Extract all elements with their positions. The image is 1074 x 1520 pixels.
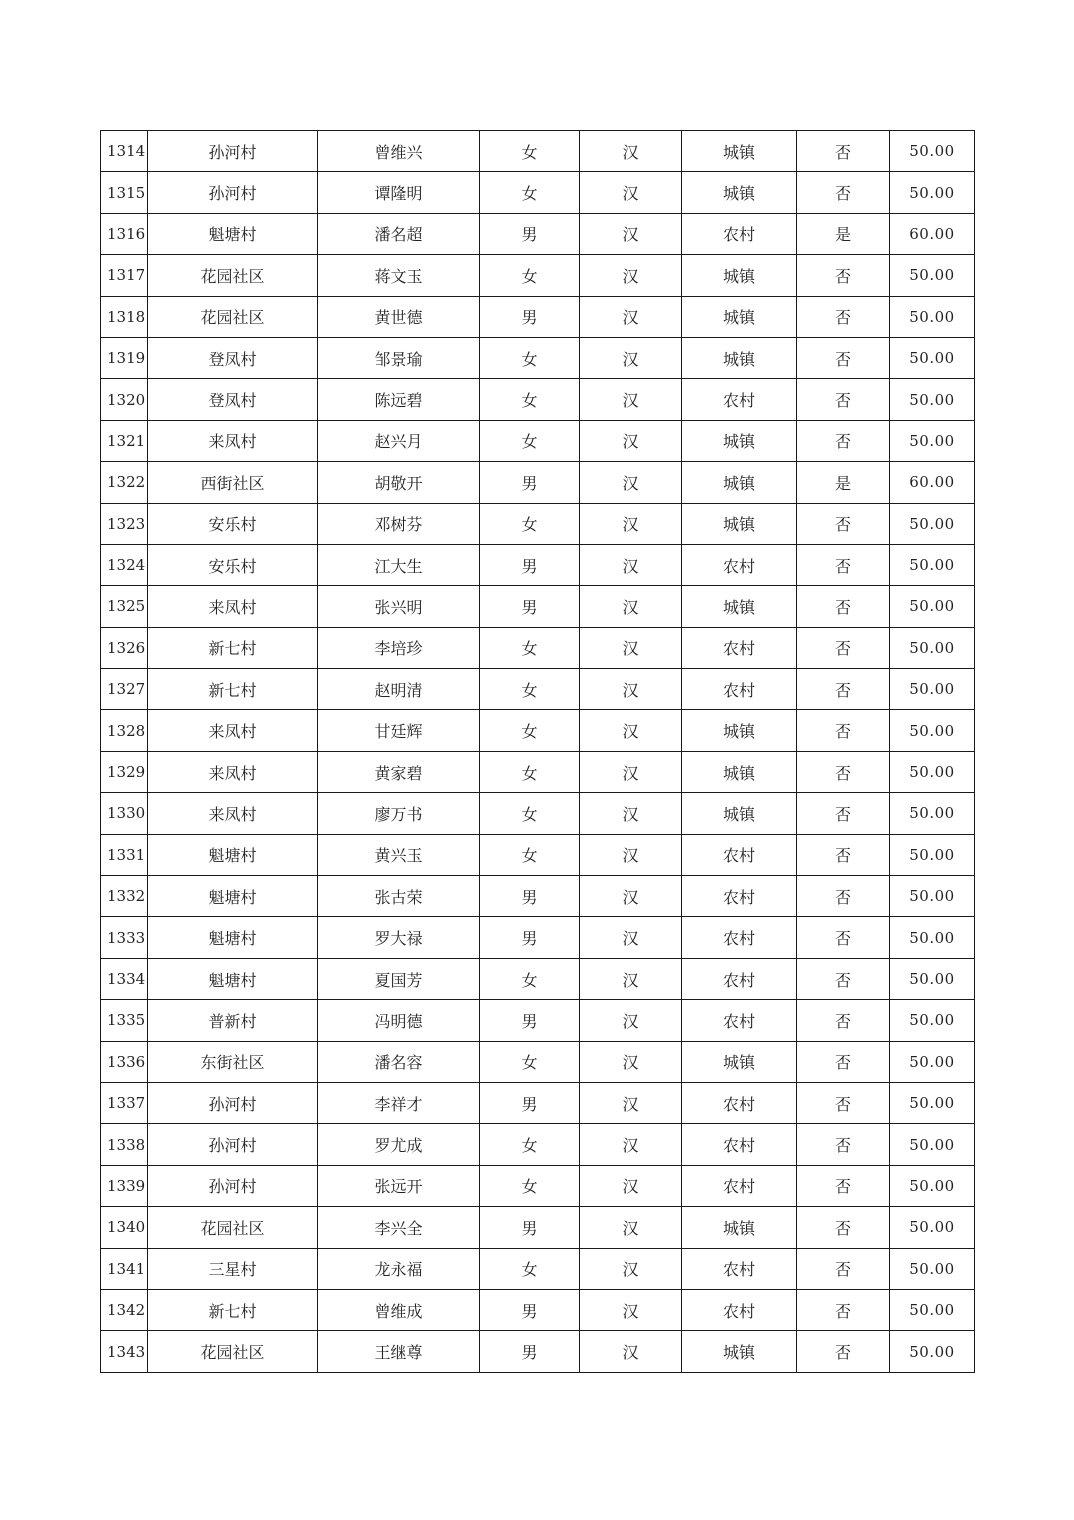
gender-cell: 女 [480,627,580,668]
flag-cell: 否 [797,420,890,461]
flag-cell: 否 [797,669,890,710]
residence-type-cell: 农村 [682,213,797,254]
table-row [101,462,975,503]
amount-cell: 50.00 [890,1331,975,1372]
table-row [101,172,975,213]
amount-cell: 50.00 [890,544,975,585]
village-cell: 来凤村 [148,586,318,627]
person-name-cell: 黄家碧 [318,751,480,792]
residence-type-cell: 城镇 [682,1207,797,1248]
amount-cell: 60.00 [890,462,975,503]
amount-cell: 50.00 [890,876,975,917]
gender-cell: 男 [480,213,580,254]
flag-cell: 否 [797,586,890,627]
serial-number-cell: 1341 [101,1248,148,1289]
ethnicity-cell: 汉 [580,1331,682,1372]
amount-cell: 50.00 [890,379,975,420]
person-name-cell: 曾维成 [318,1289,480,1330]
person-name-cell: 蒋文玉 [318,255,480,296]
residence-type-cell: 城镇 [682,503,797,544]
village-cell: 孙河村 [148,131,318,172]
person-name-cell: 冯明德 [318,1000,480,1041]
ethnicity-cell: 汉 [580,462,682,503]
person-name-cell: 胡敬开 [318,462,480,503]
village-cell: 西街社区 [148,462,318,503]
village-cell: 三星村 [148,1248,318,1289]
amount-cell: 50.00 [890,1124,975,1165]
person-name-cell: 龙永福 [318,1248,480,1289]
village-cell: 魁塘村 [148,876,318,917]
person-name-cell: 廖万书 [318,793,480,834]
residence-type-cell: 农村 [682,958,797,999]
table-row [101,1165,975,1206]
residence-type-cell: 城镇 [682,131,797,172]
table-row [101,1000,975,1041]
ethnicity-cell: 汉 [580,710,682,751]
amount-cell: 50.00 [890,1165,975,1206]
person-name-cell: 夏国芳 [318,958,480,999]
table-row [101,917,975,958]
table-row [101,337,975,378]
person-name-cell: 李培珍 [318,627,480,668]
person-name-cell: 赵明清 [318,669,480,710]
gender-cell: 女 [480,834,580,875]
serial-number-cell: 1326 [101,627,148,668]
village-cell: 东街社区 [148,1041,318,1082]
ethnicity-cell: 汉 [580,751,682,792]
residence-type-cell: 城镇 [682,751,797,792]
serial-number-cell: 1322 [101,462,148,503]
village-cell: 孙河村 [148,1082,318,1123]
ethnicity-cell: 汉 [580,1041,682,1082]
amount-cell: 50.00 [890,751,975,792]
table-row [101,1248,975,1289]
village-cell: 登凤村 [148,337,318,378]
residence-type-cell: 城镇 [682,420,797,461]
person-name-cell: 李兴全 [318,1207,480,1248]
table-row [101,1207,975,1248]
ethnicity-cell: 汉 [580,1082,682,1123]
gender-cell: 女 [480,1124,580,1165]
village-cell: 来凤村 [148,710,318,751]
residence-type-cell: 城镇 [682,337,797,378]
residence-type-cell: 农村 [682,1248,797,1289]
serial-number-cell: 1328 [101,710,148,751]
roster-body [101,131,975,1373]
village-cell: 魁塘村 [148,834,318,875]
flag-cell: 否 [797,1165,890,1206]
gender-cell: 男 [480,1000,580,1041]
person-name-cell: 甘廷辉 [318,710,480,751]
village-cell: 魁塘村 [148,958,318,999]
flag-cell: 否 [797,1000,890,1041]
gender-cell: 男 [480,917,580,958]
gender-cell: 女 [480,255,580,296]
residence-type-cell: 农村 [682,1289,797,1330]
gender-cell: 女 [480,793,580,834]
person-name-cell: 王继尊 [318,1331,480,1372]
flag-cell: 否 [797,1331,890,1372]
serial-number-cell: 1337 [101,1082,148,1123]
flag-cell: 否 [797,255,890,296]
serial-number-cell: 1335 [101,1000,148,1041]
amount-cell: 50.00 [890,834,975,875]
gender-cell: 男 [480,1207,580,1248]
ethnicity-cell: 汉 [580,296,682,337]
serial-number-cell: 1343 [101,1331,148,1372]
gender-cell: 女 [480,131,580,172]
serial-number-cell: 1332 [101,876,148,917]
amount-cell: 50.00 [890,337,975,378]
serial-number-cell: 1323 [101,503,148,544]
gender-cell: 男 [480,586,580,627]
flag-cell: 否 [797,710,890,751]
village-cell: 花园社区 [148,1331,318,1372]
village-cell: 新七村 [148,627,318,668]
serial-number-cell: 1331 [101,834,148,875]
amount-cell: 50.00 [890,710,975,751]
ethnicity-cell: 汉 [580,420,682,461]
amount-cell: 50.00 [890,172,975,213]
residence-type-cell: 城镇 [682,1041,797,1082]
gender-cell: 女 [480,503,580,544]
serial-number-cell: 1314 [101,131,148,172]
person-name-cell: 黄世德 [318,296,480,337]
residence-type-cell: 城镇 [682,586,797,627]
serial-number-cell: 1316 [101,213,148,254]
gender-cell: 男 [480,544,580,585]
table-row [101,1082,975,1123]
flag-cell: 否 [797,337,890,378]
ethnicity-cell: 汉 [580,917,682,958]
flag-cell: 否 [797,544,890,585]
flag-cell: 是 [797,462,890,503]
ethnicity-cell: 汉 [580,834,682,875]
flag-cell: 否 [797,172,890,213]
amount-cell: 50.00 [890,1289,975,1330]
person-name-cell: 罗大禄 [318,917,480,958]
flag-cell: 否 [797,627,890,668]
serial-number-cell: 1342 [101,1289,148,1330]
village-cell: 魁塘村 [148,917,318,958]
ethnicity-cell: 汉 [580,1248,682,1289]
person-name-cell: 邹景瑜 [318,337,480,378]
residence-type-cell: 城镇 [682,710,797,751]
amount-cell: 50.00 [890,586,975,627]
flag-cell: 否 [797,1248,890,1289]
village-cell: 来凤村 [148,751,318,792]
gender-cell: 女 [480,1248,580,1289]
ethnicity-cell: 汉 [580,544,682,585]
person-name-cell: 赵兴月 [318,420,480,461]
amount-cell: 50.00 [890,255,975,296]
amount-cell: 50.00 [890,503,975,544]
gender-cell: 女 [480,1165,580,1206]
flag-cell: 否 [797,793,890,834]
ethnicity-cell: 汉 [580,958,682,999]
table-row [101,420,975,461]
village-cell: 孙河村 [148,1165,318,1206]
gender-cell: 女 [480,420,580,461]
person-name-cell: 邓树芬 [318,503,480,544]
ethnicity-cell: 汉 [580,1000,682,1041]
person-name-cell: 曾维兴 [318,131,480,172]
residence-type-cell: 农村 [682,544,797,585]
residence-type-cell: 城镇 [682,1331,797,1372]
residence-type-cell: 农村 [682,627,797,668]
serial-number-cell: 1325 [101,586,148,627]
ethnicity-cell: 汉 [580,586,682,627]
person-name-cell: 黄兴玉 [318,834,480,875]
serial-number-cell: 1318 [101,296,148,337]
person-name-cell: 张古荣 [318,876,480,917]
residence-type-cell: 城镇 [682,255,797,296]
village-cell: 来凤村 [148,420,318,461]
person-name-cell: 张兴明 [318,586,480,627]
residence-type-cell: 农村 [682,379,797,420]
person-name-cell: 罗尤成 [318,1124,480,1165]
village-cell: 花园社区 [148,296,318,337]
person-name-cell: 陈远碧 [318,379,480,420]
table-row [101,586,975,627]
gender-cell: 男 [480,462,580,503]
person-name-cell: 谭隆明 [318,172,480,213]
gender-cell: 女 [480,958,580,999]
table-row [101,1124,975,1165]
ethnicity-cell: 汉 [580,1289,682,1330]
serial-number-cell: 1329 [101,751,148,792]
serial-number-cell: 1317 [101,255,148,296]
serial-number-cell: 1336 [101,1041,148,1082]
residence-type-cell: 农村 [682,1124,797,1165]
serial-number-cell: 1327 [101,669,148,710]
flag-cell: 否 [797,296,890,337]
amount-cell: 50.00 [890,131,975,172]
ethnicity-cell: 汉 [580,876,682,917]
table-row [101,213,975,254]
serial-number-cell: 1321 [101,420,148,461]
residence-type-cell: 城镇 [682,462,797,503]
person-name-cell: 潘名超 [318,213,480,254]
table-row [101,958,975,999]
serial-number-cell: 1315 [101,172,148,213]
amount-cell: 50.00 [890,1041,975,1082]
gender-cell: 男 [480,1289,580,1330]
flag-cell: 否 [797,751,890,792]
table-row [101,379,975,420]
amount-cell: 60.00 [890,213,975,254]
table-row [101,131,975,172]
residence-type-cell: 农村 [682,1082,797,1123]
ethnicity-cell: 汉 [580,503,682,544]
serial-number-cell: 1339 [101,1165,148,1206]
table-row [101,751,975,792]
serial-number-cell: 1330 [101,793,148,834]
serial-number-cell: 1333 [101,917,148,958]
ethnicity-cell: 汉 [580,1124,682,1165]
gender-cell: 男 [480,1331,580,1372]
person-name-cell: 李祥才 [318,1082,480,1123]
flag-cell: 否 [797,1289,890,1330]
amount-cell: 50.00 [890,793,975,834]
table-row [101,255,975,296]
residence-type-cell: 农村 [682,669,797,710]
flag-cell: 否 [797,876,890,917]
serial-number-cell: 1319 [101,337,148,378]
person-name-cell: 江大生 [318,544,480,585]
gender-cell: 女 [480,337,580,378]
table-row [101,544,975,585]
ethnicity-cell: 汉 [580,379,682,420]
village-cell: 安乐村 [148,544,318,585]
gender-cell: 男 [480,1082,580,1123]
flag-cell: 否 [797,958,890,999]
residence-type-cell: 农村 [682,1000,797,1041]
amount-cell: 50.00 [890,420,975,461]
table-row [101,627,975,668]
gender-cell: 女 [480,379,580,420]
serial-number-cell: 1338 [101,1124,148,1165]
residence-type-cell: 农村 [682,876,797,917]
table-row [101,876,975,917]
village-cell: 新七村 [148,669,318,710]
serial-number-cell: 1334 [101,958,148,999]
village-cell: 孙河村 [148,1124,318,1165]
person-name-cell: 潘名容 [318,1041,480,1082]
table-row [101,1289,975,1330]
serial-number-cell: 1340 [101,1207,148,1248]
amount-cell: 50.00 [890,917,975,958]
flag-cell: 否 [797,503,890,544]
table-row [101,710,975,751]
gender-cell: 女 [480,751,580,792]
amount-cell: 50.00 [890,1248,975,1289]
flag-cell: 否 [797,1082,890,1123]
amount-cell: 50.00 [890,627,975,668]
table-row [101,296,975,337]
residence-type-cell: 农村 [682,834,797,875]
village-cell: 普新村 [148,1000,318,1041]
residence-type-cell: 城镇 [682,296,797,337]
serial-number-cell: 1320 [101,379,148,420]
amount-cell: 50.00 [890,1207,975,1248]
flag-cell: 否 [797,1041,890,1082]
gender-cell: 女 [480,172,580,213]
flag-cell: 否 [797,834,890,875]
ethnicity-cell: 汉 [580,669,682,710]
ethnicity-cell: 汉 [580,131,682,172]
gender-cell: 男 [480,876,580,917]
table-row [101,834,975,875]
village-cell: 来凤村 [148,793,318,834]
ethnicity-cell: 汉 [580,337,682,378]
flag-cell: 否 [797,131,890,172]
ethnicity-cell: 汉 [580,1207,682,1248]
residence-type-cell: 城镇 [682,793,797,834]
table-row [101,1331,975,1372]
flag-cell: 否 [797,1207,890,1248]
amount-cell: 50.00 [890,669,975,710]
amount-cell: 50.00 [890,296,975,337]
gender-cell: 男 [480,296,580,337]
table-row [101,1041,975,1082]
serial-number-cell: 1324 [101,544,148,585]
flag-cell: 否 [797,917,890,958]
ethnicity-cell: 汉 [580,255,682,296]
gender-cell: 女 [480,710,580,751]
person-name-cell: 张远开 [318,1165,480,1206]
gender-cell: 女 [480,669,580,710]
village-cell: 花园社区 [148,1207,318,1248]
ethnicity-cell: 汉 [580,172,682,213]
roster-table [100,130,975,1373]
flag-cell: 否 [797,1124,890,1165]
amount-cell: 50.00 [890,1000,975,1041]
village-cell: 孙河村 [148,172,318,213]
ethnicity-cell: 汉 [580,213,682,254]
village-cell: 新七村 [148,1289,318,1330]
village-cell: 登凤村 [148,379,318,420]
amount-cell: 50.00 [890,1082,975,1123]
flag-cell: 否 [797,379,890,420]
residence-type-cell: 农村 [682,1165,797,1206]
residence-type-cell: 城镇 [682,172,797,213]
village-cell: 安乐村 [148,503,318,544]
flag-cell: 是 [797,213,890,254]
amount-cell: 50.00 [890,958,975,999]
village-cell: 魁塘村 [148,213,318,254]
ethnicity-cell: 汉 [580,627,682,668]
table-row [101,669,975,710]
ethnicity-cell: 汉 [580,1165,682,1206]
table-row [101,503,975,544]
ethnicity-cell: 汉 [580,793,682,834]
village-cell: 花园社区 [148,255,318,296]
gender-cell: 女 [480,1041,580,1082]
table-row [101,793,975,834]
residence-type-cell: 农村 [682,917,797,958]
